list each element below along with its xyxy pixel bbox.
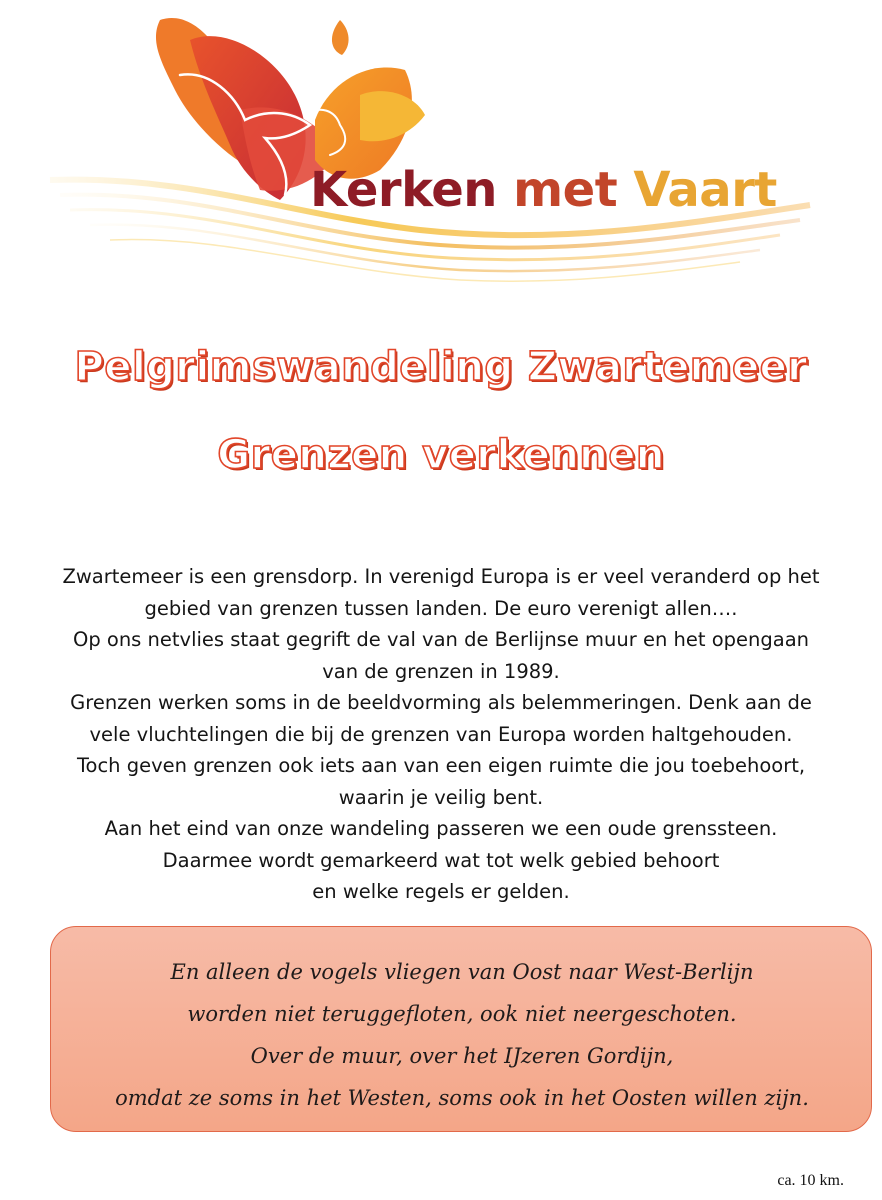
intro-line: Daarmee wordt gemarkeerd wat tot welk gebied behoort xyxy=(162,848,720,872)
flame-drop-shape xyxy=(332,20,349,55)
intro-line: waarin je veilig bent. xyxy=(338,785,544,809)
intro-line: Aan het eind van onze wandeling passeren we een oude grenssteen. xyxy=(104,817,778,840)
logo-wordmark xyxy=(310,162,777,218)
intro-line: vele vluchtelingen die bij de grenzen van Europa worden haltgehouden. xyxy=(89,722,793,746)
poem-line: omdat ze soms in het Westen, soms ook in het Oosten willen zijn. xyxy=(115,1086,809,1110)
page-subtitle: Grenzen verkennen xyxy=(217,432,665,478)
intro-line: Op ons netvlies staat gegrift de val van de Berlijnse muur en het opengaan xyxy=(72,628,810,651)
logo xyxy=(40,0,820,300)
intro-line: Zwartemeer is een grensdorp. In verenigd Europa is er veel veranderd op het xyxy=(62,565,820,588)
swoosh-5 xyxy=(110,240,740,282)
logo-word-vaart: Vaart xyxy=(633,162,777,218)
poem-box xyxy=(50,926,872,1132)
page-title: Pelgrimswandeling Zwartemeer xyxy=(74,344,808,390)
flame-right-small-shape xyxy=(360,91,425,141)
poem-line: En alleen de vogels vliegen van Oost naar West-Berlijn xyxy=(170,960,754,984)
intro-line: en welke regels er gelden. xyxy=(312,880,570,903)
intro-line: Toch geven grenzen ook iets aan van een eigen ruimte die jou toebehoort, xyxy=(76,754,806,777)
distance-label: ca. 10 km. xyxy=(777,1172,844,1189)
logo-word-met: met xyxy=(513,162,618,218)
poem-text xyxy=(51,951,873,1119)
intro-line: van de grenzen in 1989. xyxy=(322,659,560,683)
intro-text xyxy=(20,561,862,908)
poem-line: Over de muur, over het IJzeren Gordijn, xyxy=(250,1044,674,1068)
intro-line: Grenzen werken soms in de beeldvorming als belemmeringen. Denk aan de xyxy=(70,691,812,714)
dove-flame-logo-graphic xyxy=(40,0,820,300)
intro-line: gebied van grenzen tussen landen. De euro verenigt allen…. xyxy=(144,596,738,620)
poem-line: worden niet teruggefloten, ook niet neergeschoten. xyxy=(187,1002,737,1026)
logo-word-kerken: Kerken xyxy=(310,162,497,218)
